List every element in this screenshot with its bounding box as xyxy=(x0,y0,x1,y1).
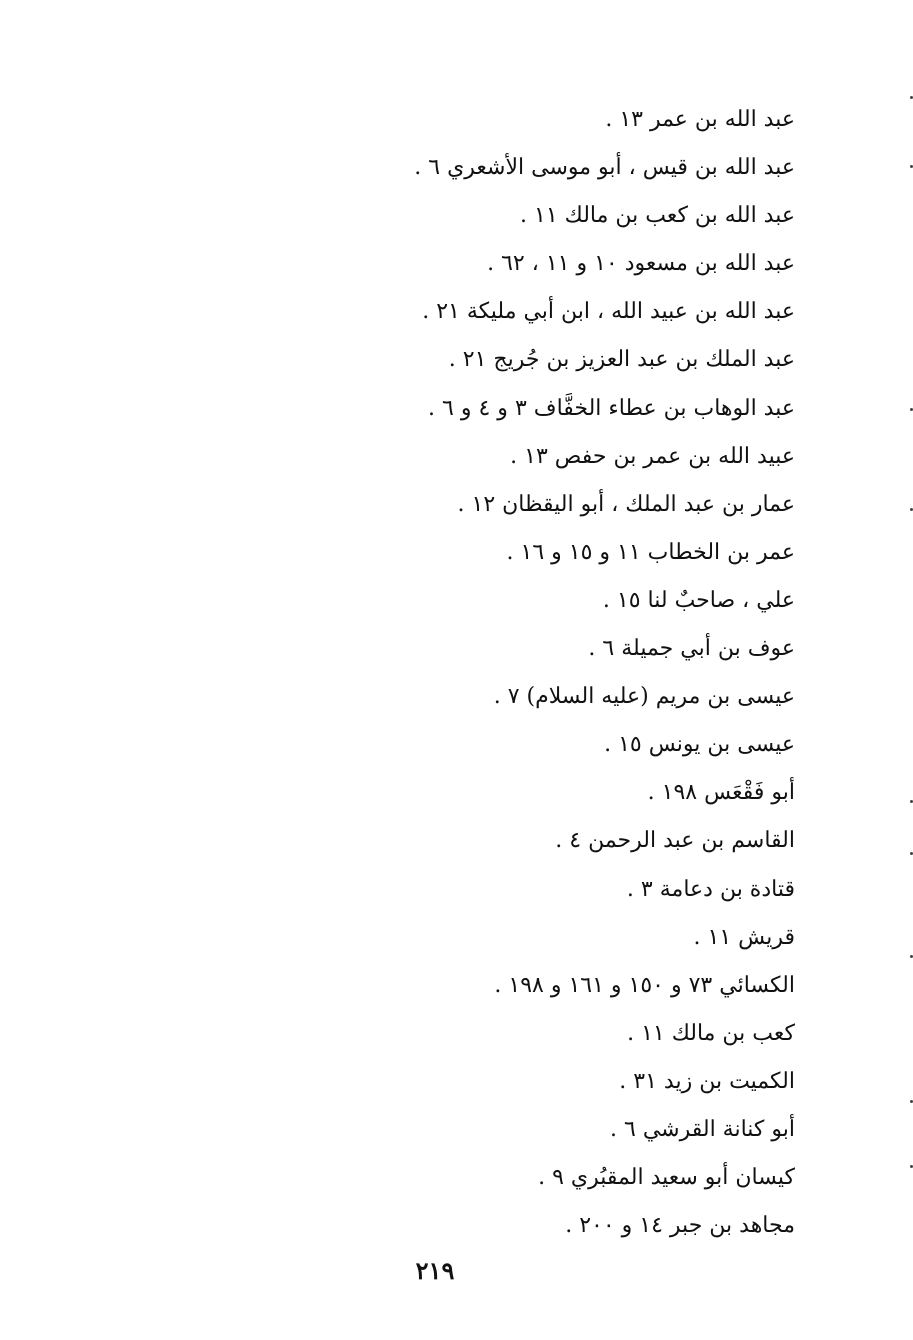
index-entry: الكسائي ٧٣ و ١٥٠ و ١٦١ و ١٩٨ . xyxy=(494,972,795,998)
index-entry: عبد الله بن مسعود ١٠ و ١١ ، ٦٢ . xyxy=(487,251,795,277)
index-entry: عمر بن الخطاب ١١ و ١٥ و ١٦ . xyxy=(506,539,795,565)
index-entry: أبو كنانة القرشي ٦ . xyxy=(610,1116,795,1142)
index-entry: عبد الوهاب بن عطاء الخفَّاف ٣ و ٤ و ٦ . xyxy=(428,395,795,421)
index-entry: عيسى بن مريم (عليه السلام) ٧ . xyxy=(493,684,795,710)
index-entry: عبد الله بن عمر ١٣ . xyxy=(605,107,795,132)
page-number: ٢١٩ xyxy=(415,1256,455,1285)
index-entry: قريش ١١ . xyxy=(693,924,795,950)
index-entry: عبيد الله بن عمر بن حفص ١٣ . xyxy=(510,443,795,469)
index-entry: مجاهد بن جبر ١٤ و ٢٠٠ . xyxy=(565,1213,795,1239)
index-entry: القاسم بن عبد الرحمن ٤ . xyxy=(555,828,795,854)
index-entry: أبو فَقْعَس ١٩٨ . xyxy=(647,780,795,806)
index-entry: كيسان أبو سعيد المقبُري ٩ . xyxy=(538,1165,795,1191)
index-entry: عبد الله بن كعب بن مالك ١١ . xyxy=(520,203,795,229)
index-entry: قتادة بن دعامة ٣ . xyxy=(626,876,795,902)
index-entry: عبد الملك بن عبد العزيز بن جُريج ٢١ . xyxy=(448,347,795,373)
index-entry: عبد الله بن قيس ، أبو موسى الأشعري ٦ . xyxy=(414,155,795,181)
index-entry: كعب بن مالك ١١ . xyxy=(627,1020,795,1046)
index-entry: عبد الله بن عبيد الله ، ابن أبي مليكة ٢١ . xyxy=(422,299,795,325)
index-entry: عوف بن أبي جميلة ٦ . xyxy=(588,636,795,662)
index-entry: عمار بن عبد الملك ، أبو اليقظان ١٢ . xyxy=(457,491,795,517)
index-entry: عيسى بن يونس ١٥ . xyxy=(604,732,795,758)
index-entry: الكميت بن زيد ٣١ . xyxy=(619,1068,795,1094)
index-entry: علي ، صاحبٌ لنا ١٥ . xyxy=(602,587,795,613)
index-list xyxy=(275,96,795,1250)
